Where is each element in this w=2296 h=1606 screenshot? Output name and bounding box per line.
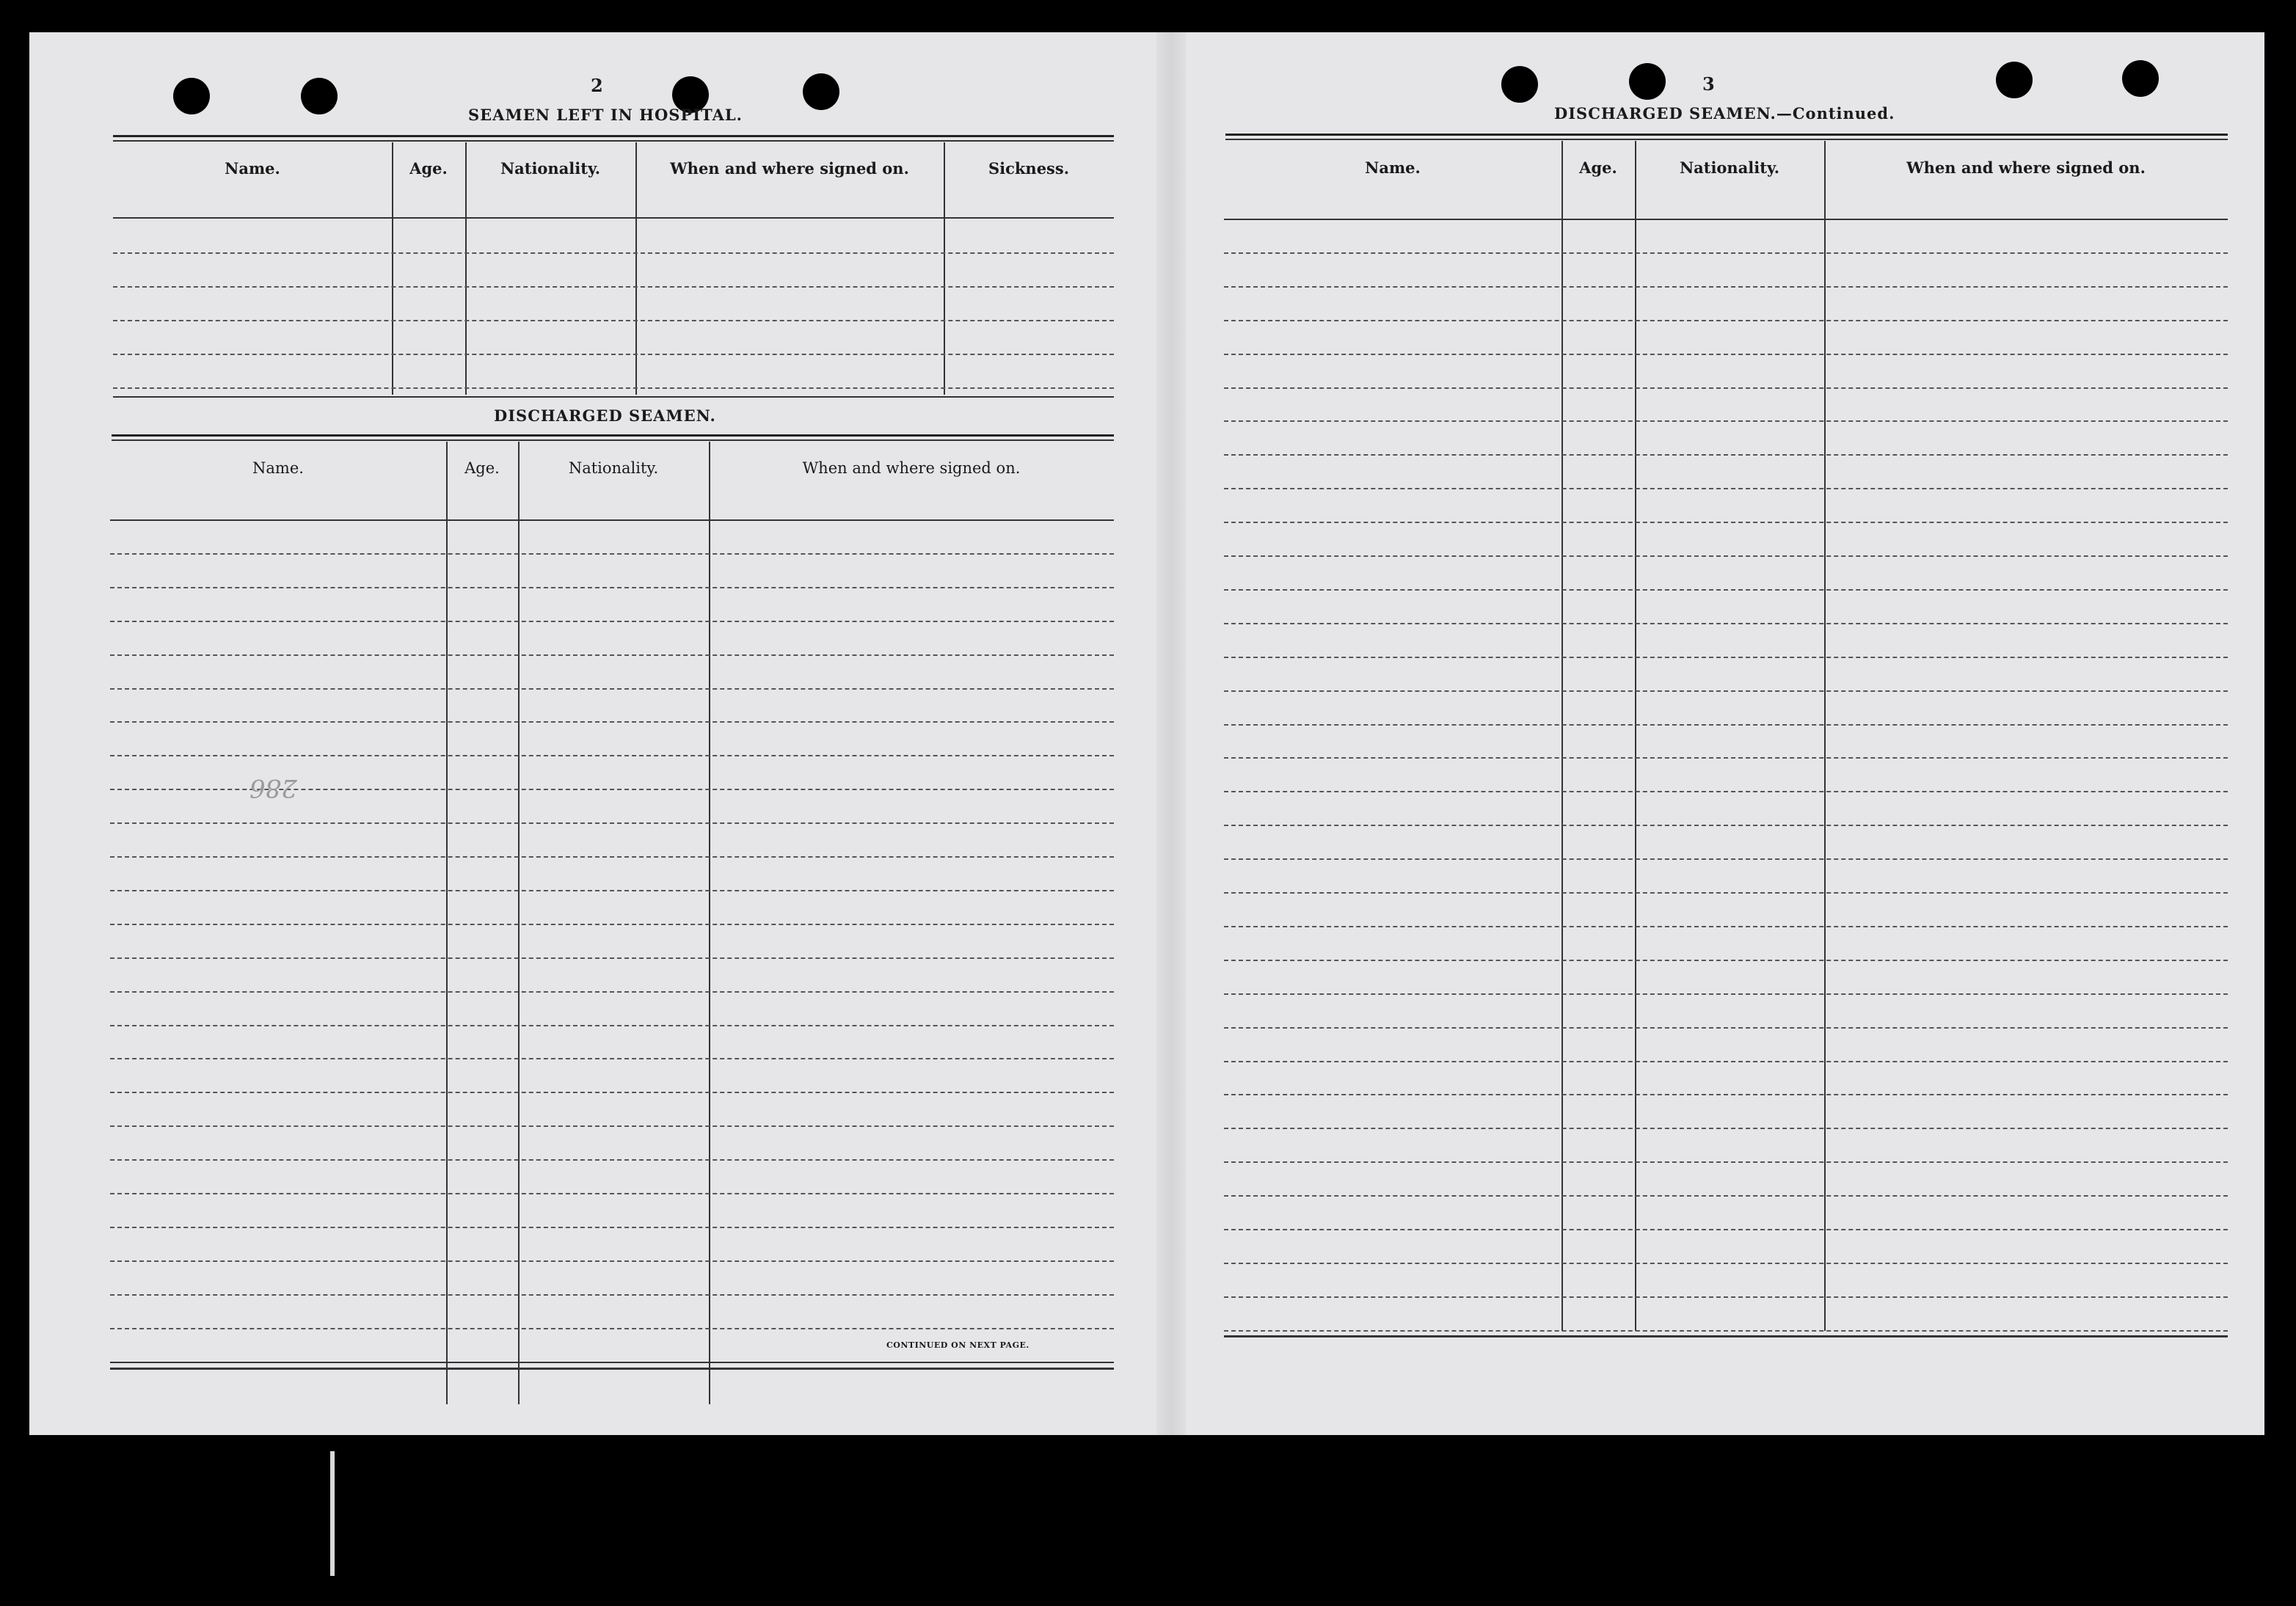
page-fold bbox=[1156, 32, 1186, 1435]
right-entry-line bbox=[1224, 724, 2228, 726]
discharged-entry-line bbox=[110, 1159, 1114, 1161]
hospital-col-sickness: Sickness. bbox=[988, 158, 1070, 178]
right-entry-line bbox=[1224, 1061, 2228, 1062]
right-entry-line bbox=[1224, 555, 2228, 557]
right-entry-line bbox=[1224, 387, 2228, 389]
right-entry-line bbox=[1224, 892, 2228, 894]
right-bottom-rule bbox=[1224, 1335, 2228, 1337]
right-entry-line bbox=[1224, 690, 2228, 692]
hospital-col-age: Age. bbox=[409, 158, 448, 178]
right-entry-line bbox=[1224, 623, 2228, 624]
hospital-entry-line bbox=[113, 286, 1114, 288]
hospital-bottom-rule bbox=[113, 396, 1114, 398]
right-top-rule-inner bbox=[1225, 139, 2228, 140]
right-entry-line bbox=[1224, 454, 2228, 456]
right-col-nationality: Nationality. bbox=[1679, 158, 1780, 177]
discharged-entry-line bbox=[110, 621, 1114, 622]
hospital-section-heading: SEAMEN LEFT IN HOSPITAL. bbox=[468, 106, 743, 124]
discharged-top-rule bbox=[112, 434, 1114, 437]
discharged-table-right bbox=[1224, 141, 2228, 1372]
discharged-entry-line bbox=[110, 1260, 1114, 1262]
discharged-section-heading: DISCHARGED SEAMEN. bbox=[494, 406, 716, 425]
right-col-age: Age. bbox=[1579, 158, 1617, 177]
discharged-col-signed-on: When and where signed on. bbox=[802, 459, 1021, 477]
right-entry-line bbox=[1224, 960, 2228, 961]
right-entry-line bbox=[1224, 354, 2228, 355]
discharged-entry-line bbox=[110, 553, 1114, 555]
discharged-table-left bbox=[110, 442, 1114, 1404]
right-entry-line bbox=[1224, 252, 2228, 254]
right-entry-line bbox=[1224, 1263, 2228, 1264]
hospital-divider bbox=[465, 142, 467, 395]
discharged-entry-line bbox=[110, 856, 1114, 858]
discharged-entry-line bbox=[110, 924, 1114, 925]
discharged-entry-line bbox=[110, 1193, 1114, 1194]
discharged-bottom-rule bbox=[110, 1368, 1114, 1370]
right-entry-line bbox=[1224, 791, 2228, 792]
hospital-top-rule bbox=[113, 135, 1114, 137]
discharged-entry-line bbox=[110, 991, 1114, 993]
right-entry-line bbox=[1224, 589, 2228, 591]
punch-hole bbox=[301, 78, 338, 114]
discharged-entry-line bbox=[110, 822, 1114, 824]
hospital-col-name: Name. bbox=[225, 158, 280, 178]
right-entry-line bbox=[1224, 1229, 2228, 1230]
hospital-entry-line bbox=[113, 354, 1114, 355]
scan-edge-strip bbox=[330, 1451, 335, 1576]
discharged-entry-line bbox=[110, 587, 1114, 588]
pencil-page-mark: 286 bbox=[249, 773, 297, 803]
right-entry-line bbox=[1224, 420, 2228, 422]
right-entry-line bbox=[1224, 1195, 2228, 1197]
right-entry-line bbox=[1224, 825, 2228, 826]
discharged-header-rule bbox=[110, 519, 1114, 521]
right-page-number: 3 bbox=[1702, 73, 1715, 95]
continued-note: CONTINUED ON NEXT PAGE. bbox=[886, 1340, 1029, 1350]
discharged-col-nationality: Nationality. bbox=[568, 459, 659, 477]
discharged-entry-line bbox=[110, 1125, 1114, 1127]
hospital-divider bbox=[944, 142, 945, 395]
right-entry-line bbox=[1224, 1330, 2228, 1332]
discharged-col-name: Name. bbox=[252, 459, 304, 477]
discharged-entry-line bbox=[110, 688, 1114, 690]
right-entry-line bbox=[1224, 1161, 2228, 1163]
right-entry-line bbox=[1224, 1296, 2228, 1298]
right-entry-line bbox=[1224, 993, 2228, 995]
discharged-entry-line bbox=[110, 755, 1114, 756]
right-entry-line bbox=[1224, 1128, 2228, 1129]
hospital-col-nationality: Nationality. bbox=[500, 158, 601, 178]
discharged-bottom-rule bbox=[110, 1362, 1114, 1363]
hospital-table bbox=[113, 142, 1114, 395]
discharged-entry-line bbox=[110, 1328, 1114, 1329]
hospital-divider bbox=[392, 142, 393, 395]
hospital-divider bbox=[635, 142, 637, 395]
right-entry-line bbox=[1224, 757, 2228, 759]
right-entry-line bbox=[1224, 926, 2228, 927]
punch-hole bbox=[803, 73, 839, 110]
discharged-entry-line bbox=[110, 1092, 1114, 1093]
discharged-entry-line bbox=[110, 1294, 1114, 1296]
punch-hole bbox=[1996, 62, 2033, 98]
discharged-entry-line bbox=[110, 721, 1114, 723]
right-col-name: Name. bbox=[1365, 158, 1421, 177]
right-entry-line bbox=[1224, 522, 2228, 523]
discharged-entry-line bbox=[110, 1227, 1114, 1228]
right-top-rule bbox=[1225, 134, 2228, 136]
discharged-entry-line bbox=[110, 1058, 1114, 1059]
right-section-heading: DISCHARGED SEAMEN.—Continued. bbox=[1554, 104, 1895, 123]
discharged-top-rule-inner bbox=[112, 439, 1114, 441]
hospital-col-signed-on: When and where signed on. bbox=[670, 158, 909, 178]
right-entry-line bbox=[1224, 488, 2228, 489]
hospital-header-rule bbox=[113, 217, 1114, 219]
right-col-signed-on: When and where signed on. bbox=[1906, 158, 2146, 177]
punch-hole bbox=[173, 78, 210, 114]
right-header-rule bbox=[1224, 219, 2228, 220]
discharged-entry-line bbox=[110, 1025, 1114, 1026]
hospital-entry-line bbox=[113, 252, 1114, 254]
punch-hole bbox=[2122, 60, 2159, 97]
ledger-sheet bbox=[29, 32, 2264, 1435]
hospital-entry-line bbox=[113, 387, 1114, 389]
right-entry-line bbox=[1224, 1094, 2228, 1095]
right-entry-line bbox=[1224, 657, 2228, 658]
discharged-entry-line bbox=[110, 957, 1114, 959]
hospital-top-rule-inner bbox=[113, 140, 1114, 142]
discharged-entry-line bbox=[110, 890, 1114, 891]
right-entry-line bbox=[1224, 858, 2228, 860]
discharged-entry-line bbox=[110, 654, 1114, 656]
punch-hole bbox=[1629, 63, 1666, 100]
punch-hole bbox=[1501, 66, 1538, 103]
right-entry-line bbox=[1224, 286, 2228, 288]
right-entry-line bbox=[1224, 1027, 2228, 1029]
discharged-col-age: Age. bbox=[464, 459, 500, 477]
hospital-entry-line bbox=[113, 320, 1114, 321]
right-entry-line bbox=[1224, 320, 2228, 321]
left-page-number: 2 bbox=[591, 75, 603, 96]
